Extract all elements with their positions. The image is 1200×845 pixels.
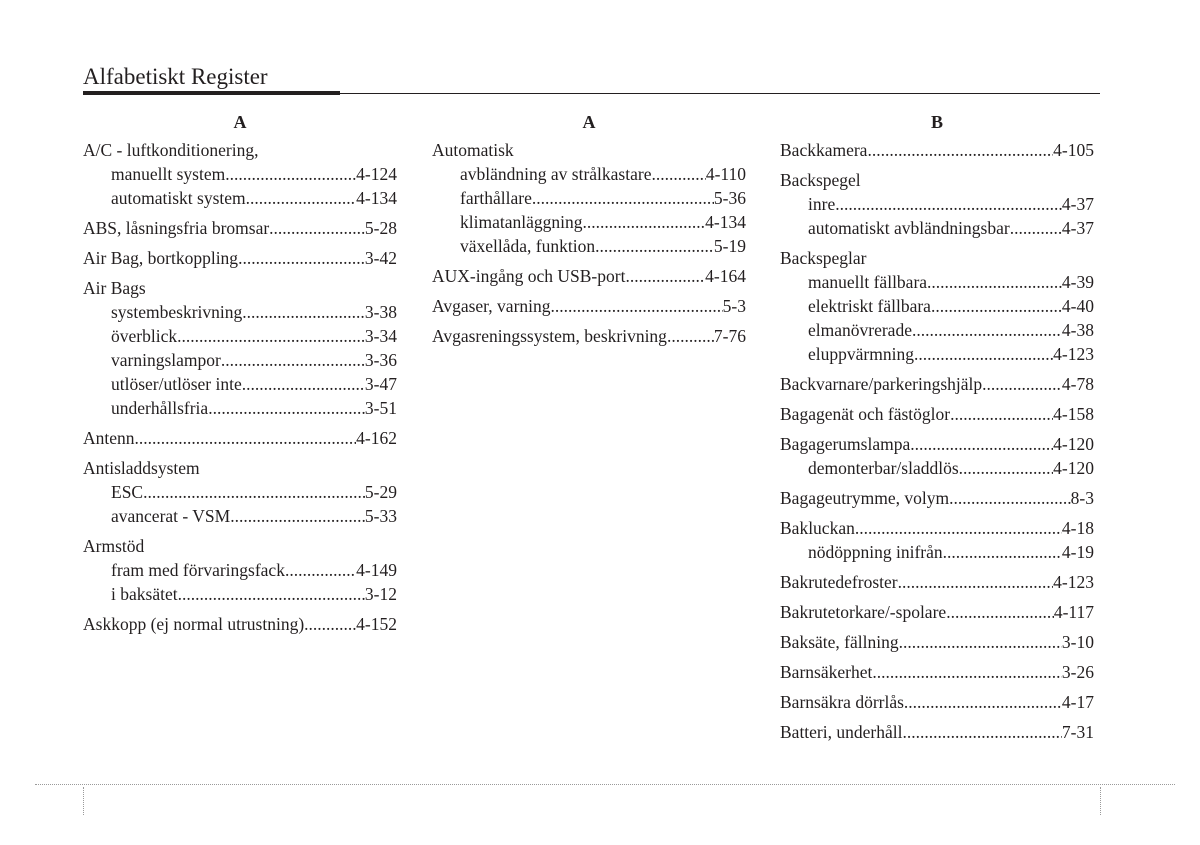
index-subentry — [780, 456, 1094, 480]
index-subentry — [83, 480, 397, 504]
page-reference: 4-38 — [1061, 320, 1094, 340]
index-entries — [83, 138, 397, 636]
index-column-2 — [432, 110, 746, 354]
index-entry — [780, 432, 1094, 480]
page-reference: 4-19 — [1061, 542, 1094, 562]
dot-leader — [835, 192, 1062, 216]
index-entry — [780, 516, 1094, 564]
page-reference: 4-120 — [1053, 434, 1094, 454]
dot-leader — [950, 402, 1053, 426]
index-entry — [432, 294, 746, 318]
dot-leader — [912, 318, 1062, 342]
entry-title: manuellt fällbara — [808, 272, 928, 292]
entry-title: inre — [808, 194, 836, 214]
entry-title: Armstöd — [83, 536, 145, 556]
index-subentry — [83, 558, 397, 582]
footer-margin-mark-right — [1100, 787, 1101, 815]
index-entry — [780, 570, 1094, 594]
page-reference: 4-40 — [1061, 296, 1094, 316]
index-entry-heading — [780, 486, 1094, 510]
index-subentry — [780, 192, 1094, 216]
dot-leader — [246, 186, 357, 210]
index-subentry — [780, 270, 1094, 294]
index-entry — [432, 138, 746, 258]
index-entry-heading — [83, 276, 397, 300]
index-entry — [83, 534, 397, 606]
page-reference: 8-3 — [1070, 488, 1094, 508]
index-entry-heading — [780, 432, 1094, 456]
index-entry-heading — [780, 720, 1094, 744]
entry-title: Batteri, underhåll — [780, 722, 903, 742]
dot-leader — [872, 660, 1062, 684]
index-entry — [780, 372, 1094, 396]
index-entry-heading — [432, 294, 746, 318]
page-reference: 7-31 — [1061, 722, 1094, 742]
entry-title: Bagageutrymme, volym — [780, 488, 950, 508]
page-reference: 5-36 — [713, 188, 746, 208]
footer-margin-mark-left — [83, 787, 84, 815]
dot-leader — [982, 372, 1062, 396]
page-reference: 3-38 — [364, 302, 397, 322]
index-subentry — [432, 186, 746, 210]
page-reference: 4-134 — [356, 188, 397, 208]
entry-title: Avgasreningssystem, beskrivning — [432, 326, 667, 346]
index-column-1 — [83, 110, 397, 642]
entry-title: Air Bags — [83, 278, 146, 298]
dot-leader — [582, 210, 705, 234]
dot-leader — [551, 294, 723, 318]
dot-leader — [177, 324, 365, 348]
dot-leader — [959, 456, 1054, 480]
page-reference: 3-10 — [1061, 632, 1094, 652]
index-subentry — [83, 582, 397, 606]
entry-title: Avgaser, varning — [432, 296, 551, 316]
index-entry — [83, 612, 397, 636]
entry-title: Barnsäkra dörrlås — [780, 692, 904, 712]
index-entry — [83, 276, 397, 420]
entry-title: överblick — [111, 326, 178, 346]
entry-title: Bagagerumslampa — [780, 434, 911, 454]
entry-title: ESC — [111, 482, 144, 502]
index-entry-heading — [780, 516, 1094, 540]
dot-leader — [927, 270, 1062, 294]
index-entry-heading — [780, 630, 1094, 654]
page-reference: 4-37 — [1061, 194, 1094, 214]
dot-leader — [269, 216, 365, 240]
index-entry-heading — [83, 246, 397, 270]
index-entry — [780, 402, 1094, 426]
entry-title: Air Bag, bortkoppling — [83, 248, 239, 268]
entry-title: automatiskt system — [111, 188, 246, 208]
dot-leader — [651, 162, 705, 186]
page-reference: 3-12 — [364, 584, 397, 604]
index-entry-heading — [780, 138, 1094, 162]
dot-leader — [242, 372, 365, 396]
footer-dotted-rule — [35, 784, 1175, 785]
page-reference: 4-39 — [1061, 272, 1094, 292]
dot-leader — [304, 612, 356, 636]
index-entry — [780, 690, 1094, 714]
index-subentry — [83, 162, 397, 186]
dot-leader — [532, 186, 714, 210]
page-reference: 5-3 — [722, 296, 746, 316]
index-entry-heading — [83, 216, 397, 240]
index-subentry — [83, 348, 397, 372]
entry-title: varningslampor — [111, 350, 221, 370]
entry-title: fram med förvaringsfack — [111, 560, 285, 580]
index-entry — [780, 720, 1094, 744]
entry-title: Bagagenät och fästöglor — [780, 404, 951, 424]
entry-title: eluppvärmning — [808, 344, 914, 364]
dot-leader — [242, 300, 365, 324]
page-reference: 3-51 — [364, 398, 397, 418]
page-reference: 4-78 — [1061, 374, 1094, 394]
entry-title: Antisladdsystem — [83, 458, 200, 478]
page-reference: 4-105 — [1053, 140, 1094, 160]
index-entries — [780, 138, 1094, 744]
index-entry — [780, 168, 1094, 240]
entry-title: underhållsfria — [111, 398, 209, 418]
entry-title: Antenn — [83, 428, 135, 448]
page-reference: 7-76 — [713, 326, 746, 346]
entry-title: automatiskt avbländningsbar — [808, 218, 1010, 238]
index-subentry — [83, 396, 397, 420]
index-subentry — [432, 162, 746, 186]
index-subentry — [83, 186, 397, 210]
entry-title: manuellt system — [111, 164, 226, 184]
entry-title: Backspeglar — [780, 248, 867, 268]
index-entry — [780, 246, 1094, 366]
index-entry-heading — [432, 138, 746, 162]
index-entry — [432, 264, 746, 288]
dot-leader — [285, 558, 356, 582]
index-entry-heading — [780, 660, 1094, 684]
dot-leader — [667, 324, 714, 348]
page-reference: 5-33 — [364, 506, 397, 526]
index-entry-heading — [780, 246, 1094, 270]
page-title: Alfabetiskt Register — [83, 64, 268, 89]
index-entry-heading — [83, 534, 397, 558]
dot-leader — [931, 294, 1062, 318]
index-entry-heading — [780, 570, 1094, 594]
header-rule-thick — [83, 91, 340, 95]
index-entry-heading — [780, 372, 1094, 396]
page-reference: 3-47 — [364, 374, 397, 394]
page-reference: 4-117 — [1053, 602, 1094, 622]
page-reference: 4-152 — [356, 614, 397, 634]
index-entry — [432, 324, 746, 348]
page-reference: 4-149 — [356, 560, 397, 580]
page-reference: 4-37 — [1061, 218, 1094, 238]
entry-title: demonterbar/sladdlös — [808, 458, 959, 478]
entry-title: växellåda, funktion — [460, 236, 596, 256]
dot-leader — [135, 426, 357, 450]
dot-leader — [898, 570, 1054, 594]
index-subentry — [780, 540, 1094, 564]
dot-leader — [867, 138, 1053, 162]
index-subentry — [780, 294, 1094, 318]
dot-leader — [143, 480, 365, 504]
index-subentry — [83, 324, 397, 348]
page-reference: 5-28 — [364, 218, 397, 238]
index-entry — [780, 600, 1094, 624]
index-entry-heading — [83, 138, 397, 162]
index-entry — [780, 660, 1094, 684]
dot-leader — [625, 264, 705, 288]
dot-leader — [899, 630, 1062, 654]
index-entry-heading — [83, 456, 397, 480]
page-reference: 4-134 — [705, 212, 746, 232]
entry-title: Baksäte, fällning — [780, 632, 899, 652]
dot-leader — [230, 504, 365, 528]
dot-leader — [238, 246, 365, 270]
entry-title: Backkamera — [780, 140, 868, 160]
page-reference: 4-110 — [705, 164, 746, 184]
dot-leader — [178, 582, 365, 606]
entry-title: Bakrutetorkare/-spolare — [780, 602, 947, 622]
entry-title: i baksätet — [111, 584, 178, 604]
dot-leader — [943, 540, 1062, 564]
index-subentry — [432, 234, 746, 258]
entry-title: AUX-ingång och USB-port — [432, 266, 626, 286]
page-reference: 3-42 — [364, 248, 397, 268]
entry-title: Backspegel — [780, 170, 861, 190]
entry-title: elmanövrerade — [808, 320, 912, 340]
page-reference: 5-29 — [364, 482, 397, 502]
index-subentry — [83, 504, 397, 528]
index-entry — [83, 246, 397, 270]
dot-leader — [225, 162, 356, 186]
page-reference: 3-26 — [1061, 662, 1094, 682]
index-subentry — [83, 372, 397, 396]
entry-title: Askkopp (ej normal utrustning) — [83, 614, 305, 634]
entry-title: Bakrutedefroster — [780, 572, 898, 592]
entry-title: elektriskt fällbara — [808, 296, 931, 316]
section-letter: B — [930, 112, 943, 132]
index-entry-heading — [83, 426, 397, 450]
index-entry — [83, 456, 397, 528]
entry-title: utlöser/utlöser inte — [111, 374, 242, 394]
section-letter: A — [582, 112, 596, 132]
entry-title: avancerat - VSM — [111, 506, 231, 526]
index-subentry — [83, 300, 397, 324]
index-entry — [83, 138, 397, 210]
index-entry — [780, 630, 1094, 654]
index-entry — [780, 486, 1094, 510]
index-entry-heading — [83, 612, 397, 636]
entry-title: Automatisk — [432, 140, 514, 160]
index-entry — [83, 426, 397, 450]
dot-leader — [946, 600, 1054, 624]
entry-title: systembeskrivning — [111, 302, 243, 322]
page-reference: 4-162 — [356, 428, 397, 448]
dot-leader — [914, 342, 1053, 366]
index-entry-heading — [432, 264, 746, 288]
index-subentry — [432, 210, 746, 234]
page-reference: 3-34 — [364, 326, 397, 346]
entry-title: A/C - luftkonditionering, — [83, 140, 259, 160]
entry-title: Barnsäkerhet — [780, 662, 873, 682]
index-entry — [83, 216, 397, 240]
page-reference: 4-123 — [1053, 572, 1094, 592]
dot-leader — [902, 720, 1061, 744]
entry-title: farthållare — [460, 188, 532, 208]
entry-title: nödöppning inifrån — [808, 542, 943, 562]
index-column-3 — [780, 110, 1094, 750]
index-subentry — [780, 342, 1094, 366]
index-entry-heading — [780, 402, 1094, 426]
entry-title: Bakluckan — [780, 518, 855, 538]
page-reference: 4-124 — [356, 164, 397, 184]
page-reference: 3-36 — [364, 350, 397, 370]
page-reference: 4-158 — [1053, 404, 1094, 424]
entry-title: avbländning av strålkastare — [460, 164, 652, 184]
section-letter: A — [233, 112, 247, 132]
dot-leader — [1010, 216, 1062, 240]
dot-leader — [910, 432, 1053, 456]
dot-leader — [221, 348, 365, 372]
index-entry-heading — [780, 600, 1094, 624]
entry-title: klimatanläggning — [460, 212, 583, 232]
page-reference: 5-19 — [713, 236, 746, 256]
dot-leader — [904, 690, 1062, 714]
page-reference: 4-120 — [1053, 458, 1094, 478]
dot-leader — [855, 516, 1062, 540]
index-entry-heading — [780, 168, 1094, 192]
index-entry — [780, 138, 1094, 162]
index-entries — [432, 138, 746, 348]
index-entry-heading — [432, 324, 746, 348]
index-subentry — [780, 216, 1094, 240]
page-reference: 4-18 — [1061, 518, 1094, 538]
header-rule-thin — [340, 93, 1100, 94]
dot-leader — [949, 486, 1071, 510]
dot-leader — [595, 234, 714, 258]
entry-title: Backvarnare/parkeringshjälp — [780, 374, 983, 394]
index-subentry — [780, 318, 1094, 342]
page-reference: 4-164 — [705, 266, 746, 286]
page-reference: 4-17 — [1061, 692, 1094, 712]
index-entry-heading — [780, 690, 1094, 714]
page-reference: 4-123 — [1053, 344, 1094, 364]
entry-title: ABS, låsningsfria bromsar — [83, 218, 270, 238]
dot-leader — [208, 396, 365, 420]
